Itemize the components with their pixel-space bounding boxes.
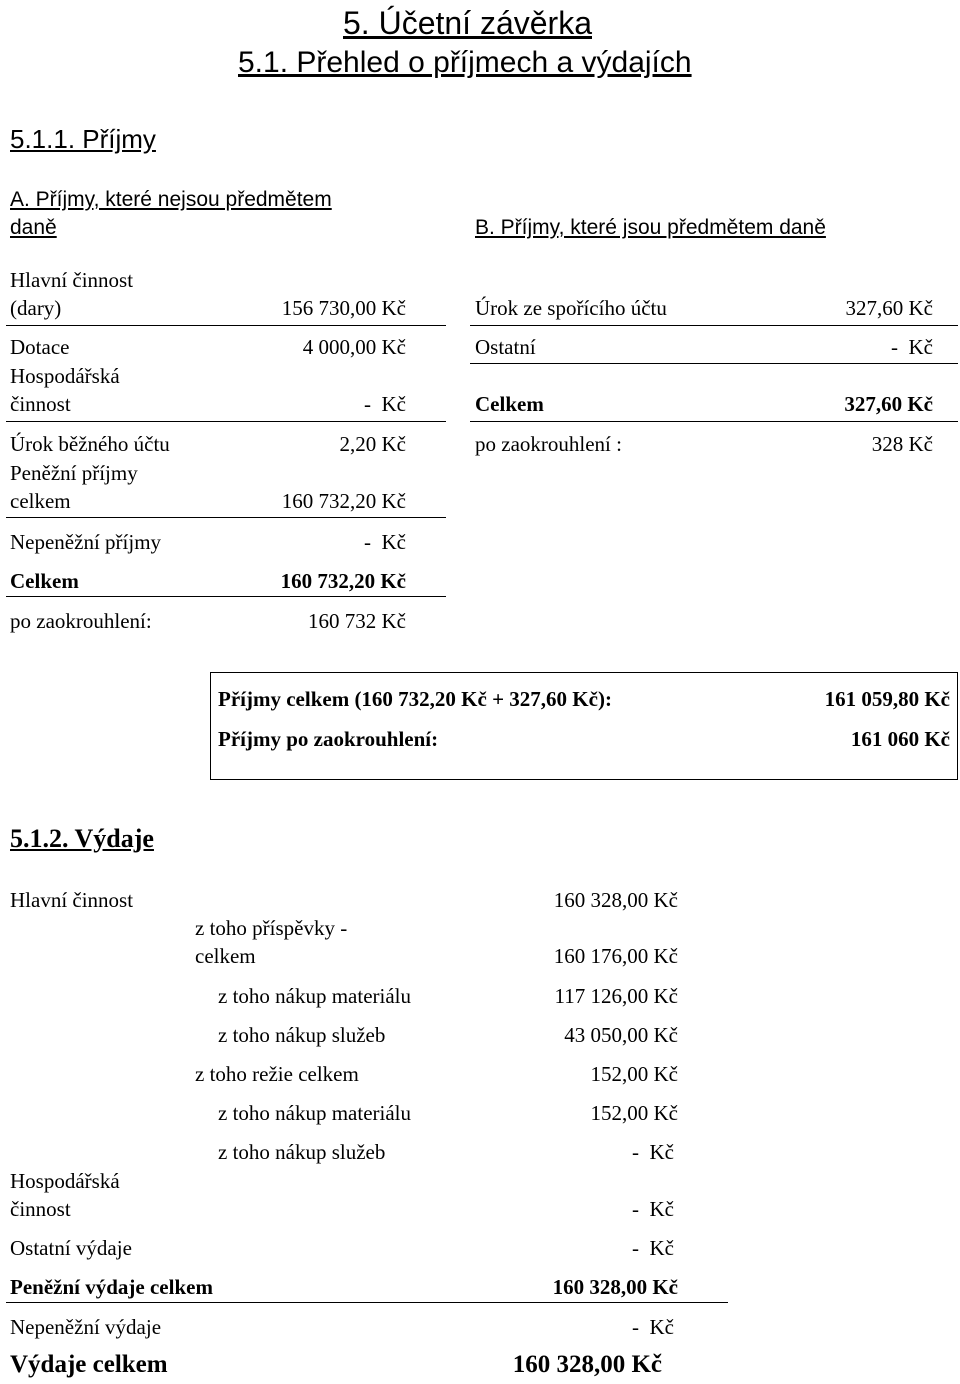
a-cash-value: 160 732,20 Kč: [281, 489, 406, 513]
a-total-label: Celkem: [10, 569, 79, 593]
b-other-value: - Kč: [891, 335, 933, 359]
exp-overhead-material-label: z toho nákup materiálu: [218, 1101, 412, 1125]
exp-main-value: 160 328,00 Kč: [553, 888, 678, 912]
page-title: 5. Účetní závěrka: [343, 5, 592, 41]
exp-total-value: 160 328,00 Kč: [512, 1351, 662, 1378]
a-economic-label-line2: činnost: [10, 392, 71, 416]
a-cash-label-line1: Peněžní příjmy: [10, 461, 138, 485]
a-rounded-label: po zaokrouhlení:: [10, 609, 152, 633]
exp-overhead-services-label: z toho nákup služeb: [218, 1140, 386, 1164]
exp-noncash-value: - Kč: [632, 1315, 674, 1339]
expenses-section-title: 5.1.2. Výdaje: [10, 824, 154, 853]
exp-economic-value: - Kč: [632, 1197, 674, 1221]
a-economic-label-line1: Hospodářská: [10, 364, 120, 388]
exp-economic-label-line2: činnost: [10, 1197, 71, 1221]
b-savings-value: 327,60 Kč: [845, 296, 933, 320]
exp-other-value: - Kč: [632, 1236, 674, 1260]
a-divider: [6, 325, 446, 326]
exp-overhead-services-value: - Kč: [632, 1140, 674, 1164]
b-total-label: Celkem: [475, 392, 544, 416]
b-divider: [470, 325, 958, 326]
summary-rounded-value: 161 060 Kč: [850, 727, 950, 751]
exp-contrib-label-line2: celkem: [195, 944, 256, 968]
exp-contrib-label-line1: z toho příspěvky -: [195, 916, 348, 940]
exp-economic-label-line1: Hospodářská: [10, 1169, 120, 1193]
exp-main-label: Hlavní činnost: [10, 888, 134, 912]
exp-contrib-material-value: 117 126,00 Kč: [554, 984, 678, 1008]
exp-contrib-services-value: 43 050,00 Kč: [564, 1023, 678, 1047]
a-divider: [6, 596, 446, 597]
a-cash-label-line2: celkem: [10, 489, 71, 513]
income-b-title: B. Příjmy, které jsou předmětem daně: [475, 216, 826, 239]
exp-overhead-label: z toho režie celkem: [195, 1062, 359, 1086]
exp-noncash-label: Nepeněžní výdaje: [10, 1315, 162, 1339]
a-subsidy-label: Dotace: [10, 335, 70, 359]
a-main-label-line2: (dary): [10, 296, 62, 320]
b-divider: [470, 363, 958, 364]
summary-total-label: Příjmy celkem (160 732,20 Kč + 327,60 Kč):: [218, 687, 612, 711]
b-total-value: 327,60 Kč: [844, 392, 933, 416]
a-rounded-value: 160 732 Kč: [308, 609, 406, 633]
a-total-value: 160 732,20 Kč: [280, 569, 406, 593]
a-subsidy-value: 4 000,00 Kč: [302, 335, 406, 359]
exp-contrib-services-label: z toho nákup služeb: [218, 1023, 386, 1047]
a-economic-value: - Kč: [364, 392, 406, 416]
summary-total-value: 161 059,80 Kč: [824, 687, 950, 711]
a-main-label-line1: Hlavní činnost: [10, 268, 134, 292]
b-rounded-value: 328 Kč: [871, 432, 933, 456]
a-divider: [6, 421, 446, 422]
income-section-title: 5.1.1. Příjmy: [10, 124, 156, 154]
a-divider: [6, 517, 446, 518]
exp-other-label: Ostatní výdaje: [10, 1236, 132, 1260]
b-divider: [470, 421, 958, 422]
a-interest-label: Úrok běžného účtu: [10, 432, 170, 456]
exp-contrib-value: 160 176,00 Kč: [553, 944, 678, 968]
exp-contrib-material-label: z toho nákup materiálu: [218, 984, 412, 1008]
a-noncash-label: Nepeněžní příjmy: [10, 530, 162, 554]
exp-cash-value: 160 328,00 Kč: [552, 1275, 678, 1299]
exp-cash-label: Peněžní výdaje celkem: [10, 1275, 213, 1299]
page-subtitle: 5.1. Přehled o příjmech a výdajích: [238, 46, 692, 79]
a-interest-value: 2,20 Kč: [339, 432, 406, 456]
exp-total-label: Výdaje celkem: [10, 1351, 168, 1378]
a-noncash-value: - Kč: [364, 530, 406, 554]
income-a-title-line1: A. Příjmy, které nejsou předmětem: [10, 188, 332, 211]
b-other-label: Ostatní: [475, 335, 536, 359]
income-a-title-line2: daně: [10, 216, 57, 239]
exp-overhead-material-value: 152,00 Kč: [590, 1101, 678, 1125]
a-main-value: 156 730,00 Kč: [281, 296, 406, 320]
exp-overhead-value: 152,00 Kč: [590, 1062, 678, 1086]
summary-rounded-label: Příjmy po zaokrouhlení:: [218, 727, 439, 751]
b-rounded-label: po zaokrouhlení :: [475, 432, 622, 456]
exp-divider: [6, 1302, 728, 1303]
b-savings-label: Úrok ze spořícího účtu: [475, 296, 667, 320]
